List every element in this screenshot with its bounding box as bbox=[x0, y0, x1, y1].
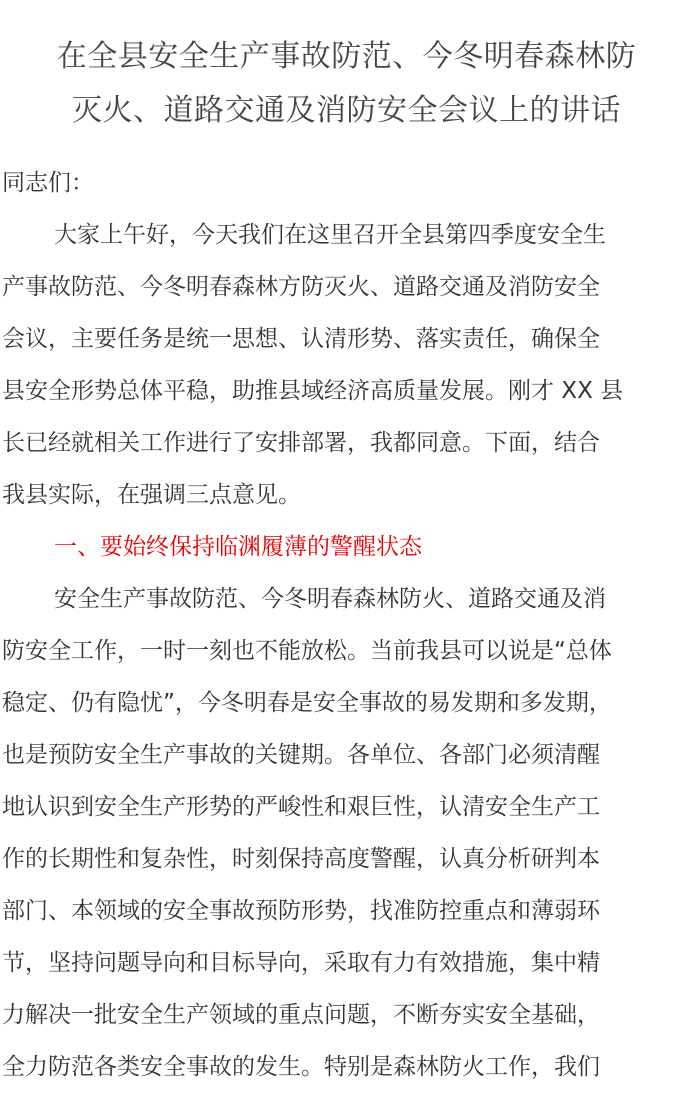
paragraph-section-one bbox=[2, 573, 692, 1093]
section-heading: 一、要始终保持临渊履薄的警醒状态 bbox=[54, 534, 422, 560]
paragraph-line: 全力防范各类安全事故的发生。特别是森林防火工作，我们 bbox=[2, 1054, 600, 1080]
title-line-1: 在全县安全生产事故防范、今冬明春森林防 bbox=[56, 39, 637, 74]
paragraph-line: 长已经就相关工作进行了安排部署，我都同意。下面，结合 bbox=[2, 430, 600, 456]
title-line-2: 灭火、道路交通及消防安全会议上的讲话 bbox=[72, 93, 621, 128]
paragraph-intro bbox=[2, 209, 692, 521]
paragraph-line: 县安全形势总体平稳，助推县域经济高质量发展。刚才 XX 县 bbox=[2, 378, 624, 404]
paragraph-line: 地认识到安全生产形势的严峻性和艰巨性，认清安全生产工 bbox=[2, 794, 600, 820]
paragraph-line: 我县实际，在强调三点意见。 bbox=[2, 482, 301, 508]
paragraph-line: 作的长期性和复杂性，时刻保持高度警醒，认真分析研判本 bbox=[2, 846, 600, 872]
paragraph-line: 稳定、仍有隐忧”，今冬明春是安全事故的易发期和多发期， bbox=[2, 690, 612, 716]
paragraph-line: 防安全工作，一时一刻也不能放松。当前我县可以说是“总体 bbox=[2, 638, 612, 664]
document-body bbox=[2, 157, 692, 1093]
paragraph-line: 也是预防安全生产事故的关键期。各单位、各部门必须清醒 bbox=[2, 742, 600, 768]
paragraph-line: 安全生产事故防范、今冬明春森林防火、道路交通及消 bbox=[54, 586, 606, 612]
paragraph-line: 力解决一批安全生产领域的重点问题，不断夯实安全基础， bbox=[2, 1002, 600, 1028]
paragraph-line: 会议，主要任务是统一思想、认清形势、落实责任，确保全 bbox=[2, 326, 600, 352]
paragraph-line: 产事故防范、今冬明春森林方防灭火、道路交通及消防安全 bbox=[2, 274, 600, 300]
paragraph-line: 部门、本领域的安全事故预防形势，找准防控重点和薄弱环 bbox=[2, 898, 600, 924]
document-title bbox=[0, 30, 693, 138]
salutation: 同志们： bbox=[2, 170, 94, 196]
paragraph-line: 节，坚持问题导向和目标导向，采取有力有效措施，集中精 bbox=[2, 950, 600, 976]
paragraph-line: 大家上午好，今天我们在这里召开全县第四季度安全生 bbox=[54, 222, 606, 248]
